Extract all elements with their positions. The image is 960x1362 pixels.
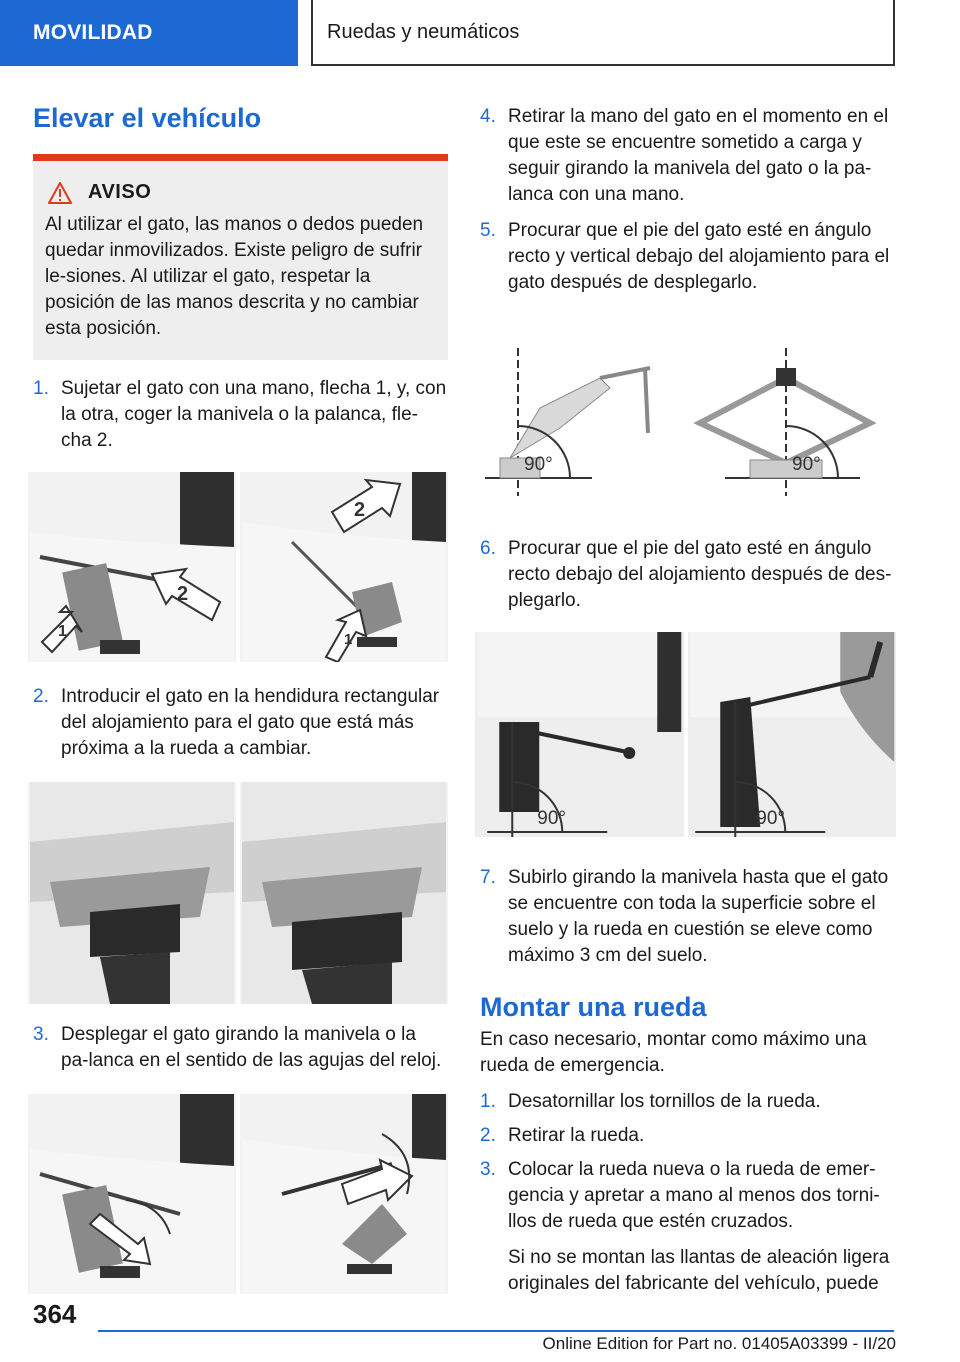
arrow-label: 2 <box>177 583 189 606</box>
step-number: 2. <box>33 686 49 708</box>
figure-panel <box>28 782 236 1004</box>
section-title: Elevar el vehículo <box>33 103 262 133</box>
figure-panel <box>475 632 684 837</box>
footer-divider <box>98 1330 894 1332</box>
step-text: Retirar la mano del gato en el momento en el que este se encuentre sometido a carga y seguir girando la manivela del gato o la pa-lanca con una mano. <box>508 106 889 205</box>
mount-step-2 <box>480 1123 896 1149</box>
angle-label: 90° <box>524 454 553 475</box>
figure-panel <box>688 632 897 837</box>
figure-panel <box>240 782 448 1004</box>
warning-box <box>33 154 448 360</box>
intro-text: En caso necesario, montar como máximo una rueda de emergencia. <box>480 1029 867 1077</box>
subsection-title: Montar una rueda <box>480 992 707 1022</box>
footer-edition: Online Edition for Part no. 01405A03399 - II/20 <box>542 1334 896 1353</box>
jack-hold-illustration <box>28 472 236 662</box>
angle-label: 90° <box>792 454 821 475</box>
figure-right-angle-diagram <box>480 348 896 496</box>
step-number: 1. <box>33 378 49 400</box>
step-number: 5. <box>480 220 496 241</box>
jack-unfold-illustration <box>28 1094 236 1294</box>
step-text: Subirlo girando la manivela hasta que el gato se encuentre con toda la superficie sobre el suelo y la rueda en cuestión se eleve como máximo 3 cm del suelo. <box>508 867 889 966</box>
warning-title: AVISO <box>88 181 152 204</box>
step-number: 6. <box>480 538 496 559</box>
step-text: Procurar que el pie del gato esté en ángulo recto debajo del alojamiento después de des-plegarlo. <box>508 538 892 611</box>
arrow-label: 2 <box>354 499 366 522</box>
jack-under-car-photo <box>475 632 684 837</box>
section-tab: MOVILIDAD <box>0 0 298 66</box>
page-number: 364 <box>33 1299 77 1329</box>
mount-step-1 <box>480 1089 896 1115</box>
step-3 <box>33 1022 448 1074</box>
step-number: 4. <box>480 106 496 127</box>
continued-text: Si no se montan las llantas de aleación ligera originales del fabricante del vehículo, puede <box>508 1247 890 1295</box>
step-2 <box>33 684 448 762</box>
left-column <box>33 92 448 1294</box>
figure-jack-under-car <box>475 632 896 837</box>
step-text: Colocar la rueda nueva o la rueda de emer-gencia y apretar a mano al menos dos torni-llos de rueda que estén cruzados. <box>508 1159 880 1233</box>
jack-hold-illustration <box>240 472 448 662</box>
page-header <box>0 0 960 66</box>
jack-unfold-illustration <box>240 1094 448 1294</box>
angle-label: 90° <box>755 808 785 829</box>
figure-panel <box>240 472 448 662</box>
step-1 <box>33 376 448 454</box>
right-column <box>480 104 896 1297</box>
figure-panel <box>28 472 236 662</box>
step-text: Procurar que el pie del gato esté en ángulo recto y vertical debajo del alojamiento para el gato después de desplegarlo. <box>508 220 890 293</box>
step-5 <box>480 218 896 296</box>
step-6 <box>480 536 896 614</box>
step-number: 7. <box>480 867 496 888</box>
chapter-title: Ruedas y neumáticos <box>311 0 895 66</box>
jack-front-view <box>700 348 870 496</box>
arrow-label: 1 <box>344 631 353 649</box>
angle-label: 90° <box>537 808 566 829</box>
arrow-label: 1 <box>58 623 67 641</box>
step-number: 2. <box>480 1125 496 1147</box>
step-4 <box>480 104 896 208</box>
step-text: Introducir el gato en la hendidura rectangular del alojamiento para el gato que está más próxima a la rueda a cambiar. <box>61 686 440 760</box>
step-7 <box>480 865 896 969</box>
jack-slot-illustration <box>240 782 448 1004</box>
jack-side-view <box>485 348 650 496</box>
figure-hold-jack <box>28 472 448 662</box>
step-number: 1. <box>480 1091 496 1113</box>
step-text: Sujetar el gato con una mano, flecha 1, y, con la otra, coger la manivela o la palanca, fle-cha 2. <box>61 378 447 452</box>
mount-step-3 <box>480 1157 896 1235</box>
figure-panel <box>240 1094 448 1294</box>
figure-insert-jack <box>28 782 448 1004</box>
right-angle-diagram <box>480 348 896 496</box>
step-text: Desplegar el gato girando la manivela o la pa-lanca en el sentido de las agujas del reloj. <box>61 1024 442 1072</box>
step-text: Retirar la rueda. <box>508 1125 645 1147</box>
figure-unfold-jack <box>28 1094 448 1294</box>
warning-text: Al utilizar el gato, las manos o dedos pueden quedar inmovilizados. Existe peligro de sufrir le-siones. Al utilizar el gato, respetar la posición de las manos descrita y no cambiar esta posición. <box>45 214 424 340</box>
figure-panel <box>28 1094 236 1294</box>
jack-slot-illustration <box>28 782 236 1004</box>
step-number: 3. <box>33 1024 49 1046</box>
warning-triangle-icon <box>48 182 72 204</box>
warning-header <box>48 181 436 204</box>
jack-under-car-photo <box>688 632 897 837</box>
step-number: 3. <box>480 1159 496 1181</box>
step-text: Desatornillar los tornillos de la rueda. <box>508 1091 821 1113</box>
